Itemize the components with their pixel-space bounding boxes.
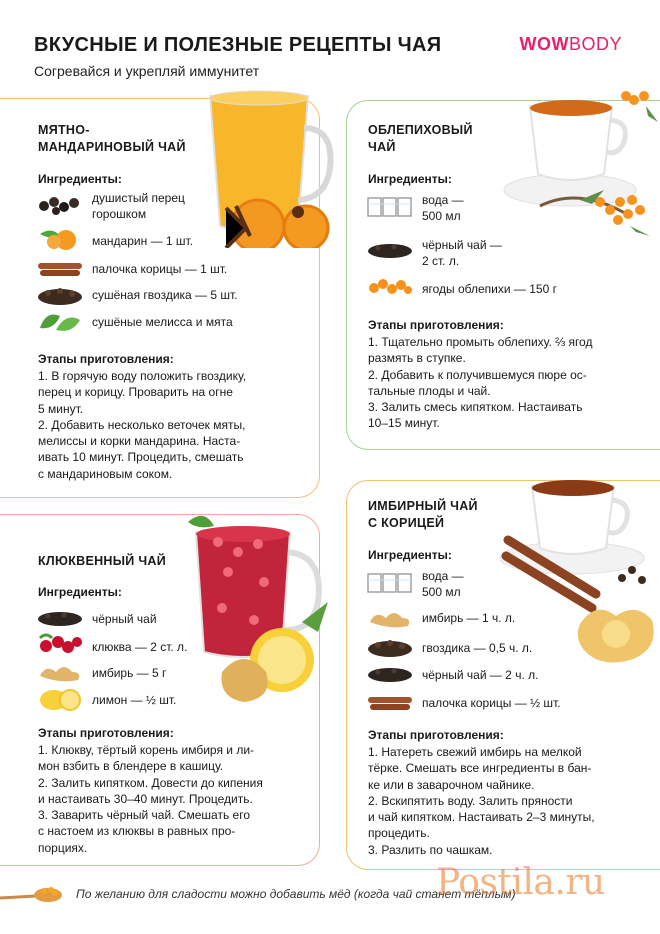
ginger-ingredient-2: имбирь — 1 ч. л. <box>422 611 516 625</box>
ginger-icon <box>36 660 84 684</box>
seabuckthorn-steps: 1. Тщательно промыть облепиху. ⅔ ягод размять в ступке. 2. Добавить к получившемуся пюре ос- тальные плоды и чай. 3. Залить смесь кипятком. Настаивать 10–15 минут. <box>368 335 593 431</box>
peppercorn-icon <box>36 194 84 216</box>
cranberry-ingredient-3: имбирь — 5 г <box>92 666 167 680</box>
mint-steps-label: Этапы приготовления: <box>38 352 174 366</box>
cranberry-tea-cup-illustration <box>178 512 334 712</box>
cranberry-ingredient-1: чёрный чай <box>92 612 157 626</box>
seabuckthorn-title: ОБЛЕПИХОВЫЙ ЧАЙ <box>368 123 473 154</box>
seabuckthorn-tea-cup-illustration <box>500 86 660 262</box>
cranberry-title: КЛЮКВЕННЫЙ ЧАЙ <box>38 554 167 568</box>
honey-spoon-icon <box>0 880 70 910</box>
seabuckthorn-ingredient-3: ягоды облепихи — 150 г <box>422 282 557 296</box>
cranberry-steps-label: Этапы приготовления: <box>38 726 174 740</box>
cranberry-ingredient-2: клюква — 2 ст. л. <box>92 640 188 654</box>
black-tea-icon <box>36 608 84 628</box>
cranberry-steps: 1. Клюкву, тёртый корень имбиря и ли- мон взбить в блендере в кашицу. 2. Залить кипятком. Довести до кипения и настаивать 30–40 минут. Процедить. 3. Заварить чёрный чай. Смешать его с настоем из клюквы в равных про- порциях. <box>38 743 263 855</box>
tangerine-icon <box>36 226 84 250</box>
mint-ingredients-label: Ингредиенты: <box>38 172 122 186</box>
brand-logo: WOWBODY <box>519 34 622 54</box>
black-tea-icon <box>366 664 414 684</box>
water-glasses-icon <box>366 194 414 220</box>
seabuckthorn-ingredient-1: вода — 500 мл <box>422 193 464 223</box>
cranberry-icon <box>36 632 84 656</box>
mint-ingredient-5: сушёные мелисса и мята <box>92 315 233 329</box>
seabuckthorn-steps-label: Этапы приготовления: <box>368 318 504 332</box>
mint-ingredient-4: сушёная гвоздика — 5 шт. <box>92 288 238 302</box>
cranberry-ingredient-4: лимон — ½ шт. <box>92 693 177 707</box>
ginger-title: ИМБИРНЫЙ ЧАЙ С КОРИЦЕЙ <box>368 499 478 530</box>
cranberry-ingredients-label: Ингредиенты: <box>38 585 122 599</box>
ginger-ingredient-1: вода — 500 мл <box>422 569 464 599</box>
mint-title: МЯТНО- МАНДАРИНОВЫЙ ЧАЙ <box>38 123 186 154</box>
ginger-icon <box>366 606 414 630</box>
lemon-icon <box>36 684 84 712</box>
ginger-ingredient-5: палочка корицы — ½ шт. <box>422 696 561 710</box>
page-title: ВКУСНЫЕ И ПОЛЕЗНЫЕ РЕЦЕПТЫ ЧАЯ <box>34 34 442 56</box>
mint-steps: 1. В горячую воду положить гвоздику, перец и корицу. Проварить на огне 5 минут. 2. Добавить несколько веточек мяты, мелиссы и корки мандарина. Наста- ивать 10 минут. Процедить, смешать с мандариновым соком. <box>38 369 247 481</box>
cinnamon-stick-icon <box>36 258 84 280</box>
mint-tea-cup-illustration <box>196 88 336 248</box>
sea-buckthorn-icon <box>366 276 414 298</box>
ginger-steps: 1. Натереть свежий имбирь на мелкой тёрке. Смешать все ингредиенты в бан- ке или в заварочном чайнике. 2. Вскипятить воду. Залить пряности и чай кипятком. Настаивать 2–3 минуты, процедить. 3. Разлить по чашкам. <box>368 745 595 857</box>
black-tea-icon <box>366 240 414 260</box>
cinnamon-stick-icon <box>366 692 414 714</box>
ginger-steps-label: Этапы приготовления: <box>368 728 504 742</box>
mint-ingredient-1: душистый перец горошком <box>92 191 185 221</box>
page-subtitle: Согревайся и укрепляй иммунитет <box>34 63 260 79</box>
clove-icon <box>36 284 84 306</box>
ginger-ingredient-4: чёрный чай — 2 ч. л. <box>422 668 539 682</box>
water-glasses-icon <box>366 570 414 596</box>
mint-ingredient-3: палочка корицы — 1 шт. <box>92 262 228 276</box>
clove-icon <box>366 636 414 658</box>
ginger-ingredients-label: Ингредиенты: <box>368 548 452 562</box>
footer-note: По желанию для сладости можно добавить мёд (когда чай станет тёплым) <box>76 887 516 901</box>
ginger-ingredient-3: гвоздика — 0,5 ч. л. <box>422 641 533 655</box>
seabuckthorn-ingredient-2: чёрный чай — 2 ст. л. <box>422 238 502 268</box>
mint-ingredient-2: мандарин — 1 шт. <box>92 234 194 248</box>
seabuckthorn-ingredients-label: Ингредиенты: <box>368 172 452 186</box>
mint-leaf-icon <box>36 308 84 334</box>
watermark: Postila.ru <box>436 862 605 903</box>
